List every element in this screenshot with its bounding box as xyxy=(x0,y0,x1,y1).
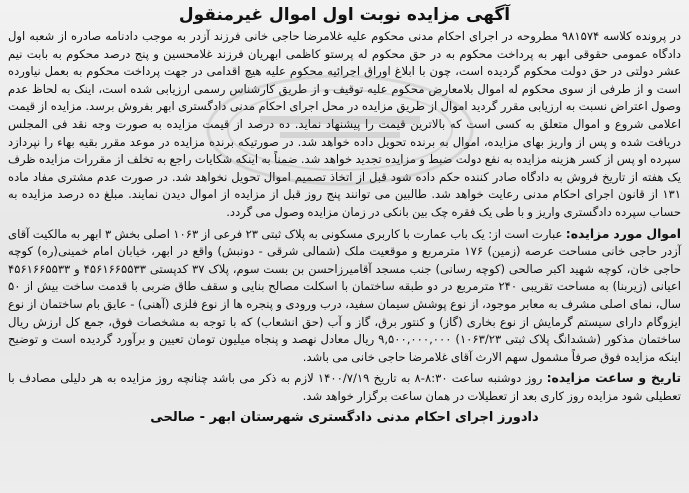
date-section xyxy=(8,369,681,405)
date-heading: تاریخ و ساعت مزایده: xyxy=(546,370,681,386)
date-description: روز دوشنبه ساعت ۸:۳۰-۸ به تاریخ ۱۴۰۰/۷/۱۹ لازم به ذکر می باشد چنانچه روز مزایده به هر دلیلی مصادف با تعطیلی شود مزایده روز کاری بعد از تعطیلات در همان ساعت برگزار خواهد شد. xyxy=(8,371,681,403)
signature-line: دادورز اجرای احکام مدنی دادگستری شهرستان ابهر - صالحی xyxy=(150,410,539,426)
notice-title: آگهی مزایده نوبت اول اموال غیرمنقول xyxy=(178,5,511,25)
notice-intro-paragraph: در پرونده کلاسه ۹۸۱۵۷۴ مطروحه در اجرای احکام مدنی محکوم علیه غلامرضا حاجی خانی فرزند آزدر به موجب دادنامه صادره از شعبه اول دادگاه عمومی حقوقی ابهر به پرداخت محکوم به در حق محکوم له پرستو کاظمی ابهریان فرزند غلامحسین و پنج درصد محکوم به بابت نیم عشر دولتی در حق دولت محکوم گردیده است، چون با ابلاغ اوراق اجرائیه محکوم علیه هیچ اقدامی در جهت پرداخت محکوم به بعمل نیاورده است و از طرفی از سوی محکوم له اموال بلامعارض محکوم علیه توقیف و از طریق کارشناس رسمی ارزیابی شده است، اینک به لحاظ عدم وصول اعتراض نسبت به ارزیابی مقرر گردید اموال از طریق مزایده در محل اجرای احکام مدنی دادگستری ابهر بفروش برسد. مزایده از قیمت اعلامی شروع و اموال متعلق به کسی است که بالاترین قیمت را پیشنهاد نماید. ده درصد از قیمت مزایده به صورت وجه نقد فی المجلس دریافت شده و پس از واریز بهای مزایده، اموال به برنده تحویل داده خواهد شد. در صورتیکه برنده مزایده در موعد مقرر بقیه بهاء را نپردازد سپرده او پس از کسر هزینه مزایده به نفع دولت ضبط و مزایده تجدید خواهد شد. ضمناً به اینکه شکایات راجع به تخلف از مقررات مزایده ظرف یک هفته از تاریخ فروش به دادگاه صادر کننده حکم داده شود قبل از اتخاذ تصمیم اموال تحویل نخواهد شد. در صورت عدم مشتری مفاد ماده ۱۳۱ از قانون اجرای احکام مدنی رعایت خواهد شد. طالبین می توانند پنج روز قبل از مزایده از اموال دیدن نمایند. مبلغ ده درصد مزایده به حساب سپرده دادگستری واریز و با طی یک فقره چک بین بانکی در زمان مزایده وصول می گردد. xyxy=(8,29,682,219)
property-heading: اموال مورد مزایده: xyxy=(565,225,681,241)
property-section xyxy=(8,225,681,367)
property-description: عبارت است از: یک باب عمارت با کاربری مسکونی به پلاک ثبتی ۲۳ فرعی از ۱۰۶۳ اصلی بخش ۳ ابهر به مالکیت آقای آزدر حاجی خانی مساحت عرصه (زمین) ۱۷۶ مترمربع و موقعیت ملک (شمالی شرقی - دونبش) واقع در ابهر، خیابان امام خمینی(ره) کوچه حاجی خان، کوچه شهید اکبر صالحی (کوچه رسانی) جنب مسجد آقامیرزاحسن بن بست سوم، پلاک ۳۷ کدپستی ۴۵۶۱۶۶۵۵۳۳ و ۴۵۶۱۶۶۵۵۳۳ اعیانی (زیربنا) به مساحت تقریبی ۲۴۰ مترمربع در دو طبقه ساختمان با اسکلت مصالح بنایی و سقف طاق ضربی با قدمت ساخت بیش از ۵۰ سال، نمای اصلی مشرف به معابر موجود، از نوع پوشش سیمان سفید، درب ورودی و پنجره ها از نوع فلزی (آهنی) - عایق بام ساختمان از نوع ایزوگام دارای سیستم گرمایش از نوع بخاری (گاز) و کنتور برق، گاز و آب (حق انشعاب) که با توجه به مشخصات فوق، جمع کل ارزش ریال ساختمان مذکور (ششدانگ پلاک ثبتی ۱۰۶۳/۲۳) ۹,۵۰۰,۰۰۰,۰۰۰ ریال معادل نهصد و پنجاه میلیون تومان تعیین و برآورد گردیده است و توضیح اینکه مزایده فوق صرفاً مشمول سهم الارث آقای غلامرضا حاجی خانی می باشد. xyxy=(8,226,681,364)
